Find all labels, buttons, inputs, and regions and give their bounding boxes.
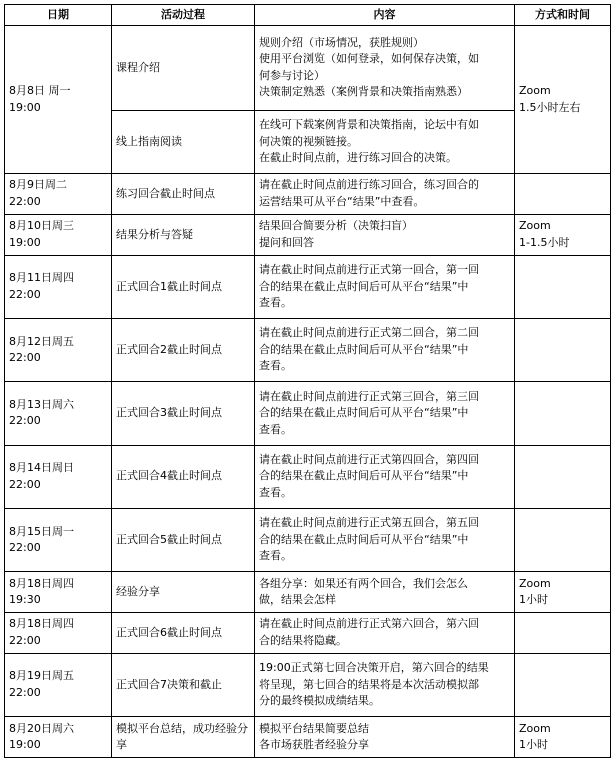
activity-cell: 线上指南阅读 [112, 110, 255, 173]
table-row [5, 26, 611, 111]
method-cell [515, 318, 611, 381]
header-activity: 活动过程 [112, 5, 255, 26]
activity-cell: 正式回合5截止时间点 [112, 508, 255, 571]
date-cell: 8月15日周一 22:00 [5, 508, 112, 571]
date-cell: 8月11日周四 22:00 [5, 255, 112, 318]
content-cell: 请在截止时间点前进行正式第三回合，第三回 合的结果在截止点时间后可从平台“结果”中 查看。 [255, 382, 515, 445]
method-cell [515, 653, 611, 716]
method-cell: Zoom 1小时 [515, 572, 611, 613]
date-cell: 8月8日 周一 19:00 [5, 26, 112, 174]
activity-cell: 课程介绍 [112, 26, 255, 111]
method-cell [515, 255, 611, 318]
header-date: 日期 [5, 5, 112, 26]
activity-cell: 结果分析与答疑 [112, 214, 255, 255]
date-cell: 8月12日周五 22:00 [5, 318, 112, 381]
header-row [5, 5, 611, 26]
activity-cell: 正式回合2截止时间点 [112, 318, 255, 381]
content-cell: 19:00正式第七回合决策开启，第六回合的结果 将呈现，第七回合的结果将是本次活动模拟部 分的最终模拟成绩结果。 [255, 653, 515, 716]
activity-cell: 正式回合6截止时间点 [112, 613, 255, 654]
content-cell: 请在截止时间点前进行正式第二回合，第二回 合的结果在截止点时间后可从平台“结果”中 查看。 [255, 318, 515, 381]
activity-cell: 正式回合3截止时间点 [112, 382, 255, 445]
content-cell: 请在截止时间点前进行正式第六回合，第六回 合的结果将隐藏。 [255, 613, 515, 654]
date-cell: 8月19日周五 22:00 [5, 653, 112, 716]
table-row [5, 613, 611, 654]
method-cell [515, 613, 611, 654]
schedule-table [4, 4, 611, 758]
table-row [5, 174, 611, 215]
method-cell [515, 445, 611, 508]
activity-cell: 练习回合截止时间点 [112, 174, 255, 215]
header-content: 内容 [255, 5, 515, 26]
date-cell: 8月13日周六 22:00 [5, 382, 112, 445]
method-cell: Zoom 1.5小时左右 [515, 26, 611, 174]
activity-cell: 经验分享 [112, 572, 255, 613]
table-row [5, 717, 611, 758]
activity-cell: 正式回合1截止时间点 [112, 255, 255, 318]
content-cell: 模拟平台结果简要总结 各市场获胜者经验分享 [255, 717, 515, 758]
table-row [5, 214, 611, 255]
content-cell: 各组分享：如果还有两个回合，我们会怎么 做，结果会怎样 [255, 572, 515, 613]
content-cell: 规则介绍（市场情况，获胜规则） 使用平台浏览（如何登录，如何保存决策，如 何参与讨论） 决策制定熟悉（案例背景和决策指南熟悉） [255, 26, 515, 111]
table-row [5, 572, 611, 613]
date-cell: 8月9日周二 22:00 [5, 174, 112, 215]
table-row [5, 508, 611, 571]
method-cell [515, 174, 611, 215]
content-cell: 请在截止时间点前进行正式第四回合，第四回 合的结果在截止点时间后可从平台“结果”中 查看。 [255, 445, 515, 508]
method-cell [515, 508, 611, 571]
content-cell: 结果回合简要分析（决策扫盲） 提问和回答 [255, 214, 515, 255]
table-row [5, 318, 611, 381]
table-row [5, 653, 611, 716]
date-cell: 8月18日周四 19:30 [5, 572, 112, 613]
activity-cell: 正式回合7决策和截止 [112, 653, 255, 716]
activity-cell: 正式回合4截止时间点 [112, 445, 255, 508]
table-row [5, 255, 611, 318]
content-cell: 请在截止时间点前进行正式第一回合，第一回 合的结果在截止点时间后可从平台“结果”中 查看。 [255, 255, 515, 318]
activity-cell: 模拟平台总结，成功经验分享 [112, 717, 255, 758]
date-cell: 8月20日周六 19:00 [5, 717, 112, 758]
date-cell: 8月10日周三 19:00 [5, 214, 112, 255]
content-cell: 在线可下载案例背景和决策指南，论坛中有如 何决策的视频链接。 在截止时间点前，进行练习回合的决策。 [255, 110, 515, 173]
date-cell: 8月18日周四 22:00 [5, 613, 112, 654]
method-cell: Zoom 1-1.5小时 [515, 214, 611, 255]
date-cell: 8月14日周日 22:00 [5, 445, 112, 508]
method-cell [515, 382, 611, 445]
content-cell: 请在截止时间点前进行练习回合，练习回合的 运营结果可从平台“结果”中查看。 [255, 174, 515, 215]
table-row [5, 382, 611, 445]
method-cell: Zoom 1小时 [515, 717, 611, 758]
header-method: 方式和时间 [515, 5, 611, 26]
content-cell: 请在截止时间点前进行正式第五回合，第五回 合的结果在截止点时间后可从平台“结果”中 查看。 [255, 508, 515, 571]
table-row [5, 445, 611, 508]
